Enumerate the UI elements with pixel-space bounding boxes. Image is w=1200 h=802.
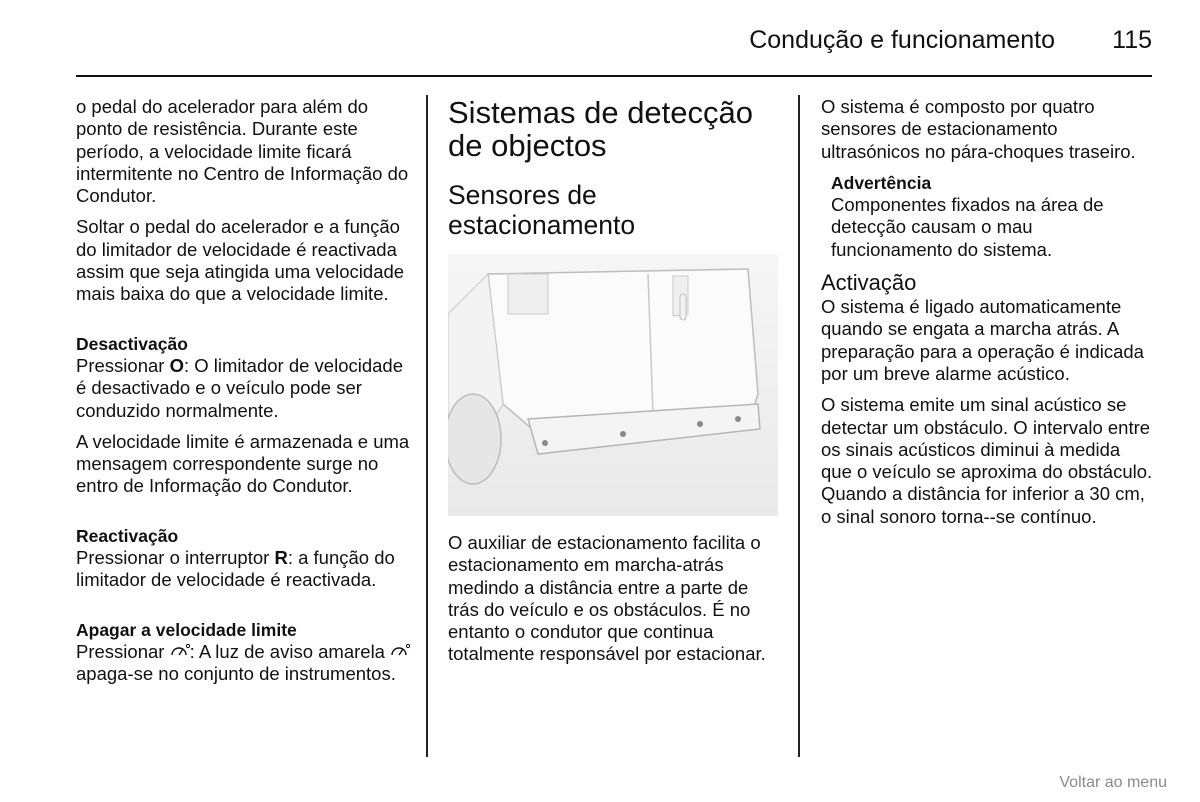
warning-box — [831, 172, 1156, 261]
key-r: R — [274, 547, 288, 569]
warning-title: Advertência — [831, 172, 932, 193]
activation-heading: Activação — [821, 270, 917, 296]
reactivation-text: Pressionar o interruptor R: a função do limitador de velocidade é reactivada. — [76, 547, 395, 591]
paragraph: O auxiliar de estacionamento facilita o estacionamento em marcha-atrás medindo a distância entre a parte de trás do veículo e os obstáculos. É no entanto o condutor que continua totalmente responsável por estacionar. — [448, 532, 766, 665]
paragraph: O sistema é ligado automaticamente quando se engata a marcha atrás. A preparação para a operação é indicada por um breve alarme acústico. — [821, 296, 1144, 384]
paragraph: O sistema emite um sinal acústico se detectar um obstáculo. O intervalo entre os sinais acústicos diminui à medida que o veículo se aproxima do obstáculo. Quando a distância for inferior a 30 cm, o sinal sonoro torna--se contínuo. — [821, 394, 1153, 527]
header-rule — [76, 75, 1152, 77]
erase-limit-heading: Apagar a velocidade limite — [76, 619, 297, 640]
right-column — [821, 96, 1156, 537]
speed-limiter-warning-icon — [390, 641, 410, 662]
page-number: 115 — [1112, 26, 1152, 54]
warning-text: Componentes fixados na área de detecção causam o mau funcionamento do sistema. — [831, 194, 1104, 260]
middle-column — [448, 96, 783, 675]
reactivation-heading: Reactivação — [76, 525, 179, 546]
deactivation-text: Pressionar O: O limitador de velocidade é desactivado e o veículo pode ser conduzido normalmente. — [76, 354, 403, 421]
speed-limiter-warning-icon — [170, 641, 190, 662]
back-to-menu-link[interactable]: Voltar ao menu — [1059, 774, 1167, 791]
paragraph: o pedal do acelerador para além do ponto de resistência. Durante este período, a velocidade limite ficará intermitente no Centro de Informação do Condutor. — [76, 96, 409, 207]
left-column — [76, 96, 412, 695]
section-heading: Sistemas de detecção de objectos — [448, 95, 754, 163]
deactivation-heading: Desactivação — [76, 333, 188, 354]
van-rear-bumper-sensors-illustration — [448, 254, 778, 516]
paragraph: Soltar o pedal do acelerador e a função do limitador de velocidade é reactivada assim que seja atingida uma velocidade mais baixa do que a velocidade limite. — [76, 216, 405, 305]
paragraph: A velocidade limite é armazenada e uma mensagem correspondente surge no entro de Informação do Condutor. — [76, 430, 410, 497]
section-subheading: Sensores de estacionamento — [448, 180, 636, 240]
paragraph: O sistema é composto por quatro sensores de estacionamento ultrasónicos no pára-choques traseiro. — [821, 96, 1136, 162]
page-header-title: Condução e funcionamento — [749, 26, 1055, 54]
erase-limit-text: Pressionar : A luz de aviso amarela apaga-se no conjunto de instrumentos. — [76, 641, 412, 686]
column-divider-right — [798, 95, 800, 757]
column-divider-left — [426, 95, 428, 757]
off-symbol-icon: O — [169, 354, 184, 376]
